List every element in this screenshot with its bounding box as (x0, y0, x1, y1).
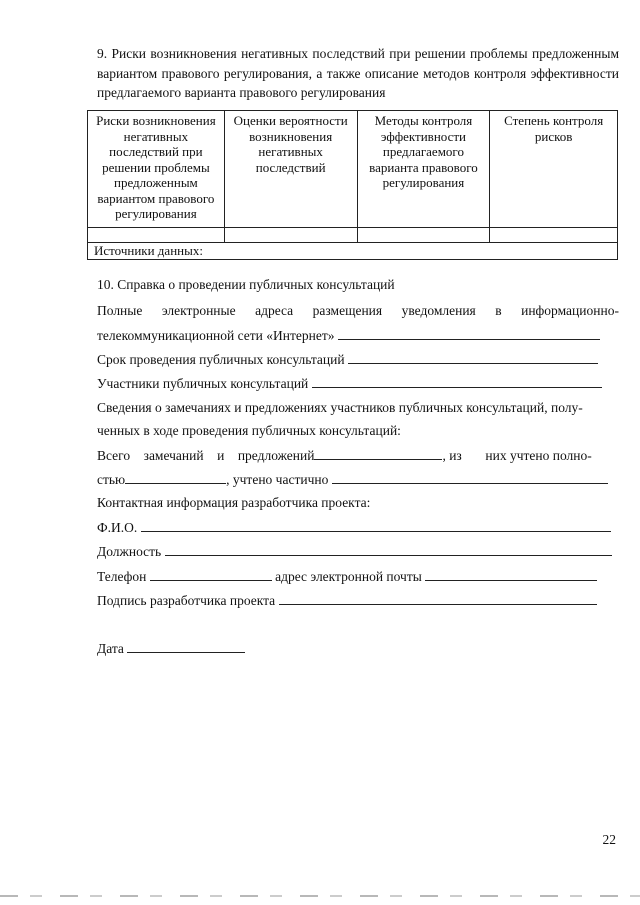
risk-table-header-control-degree: Степень контроля рисков (490, 111, 618, 228)
participants-line: Участники публичных консультаций (97, 373, 602, 393)
email-field[interactable] (425, 566, 597, 581)
addresses-field[interactable] (338, 325, 600, 340)
risk-table-header-methods: Методы контроля эффективности предлагаемого варианта правового регулирования (357, 111, 490, 228)
date-line: Дата (97, 638, 245, 658)
scan-artifact-divider (0, 895, 640, 897)
addresses-line-1: Полные электронные адреса размещения уведомления в информационно- (97, 303, 619, 318)
risk-table-header-probability: Оценки вероятности возникновения негативных последствий (224, 111, 357, 228)
participants-field[interactable] (312, 373, 602, 388)
partially-accounted-field[interactable] (332, 469, 608, 484)
remarks-line-1: Сведения о замечаниях и предложениях участников публичных консультаций, полу- (97, 400, 583, 415)
section-10-title: 10. Справка о проведении публичных консультаций (97, 277, 395, 292)
fio-field[interactable] (141, 517, 611, 532)
signature-line: Подпись разработчика проекта (97, 590, 597, 610)
risk-table (87, 110, 618, 260)
risk-table-cell[interactable] (224, 228, 357, 243)
risk-table-header-risks: Риски возникновения негативных последствий при решении проблемы предложенным вариантом правового регулирования (88, 111, 225, 228)
fio-line: Ф.И.О. (97, 517, 611, 537)
term-field[interactable] (348, 349, 598, 364)
fully-accounted-field[interactable] (125, 469, 226, 484)
position-line: Должность (97, 541, 612, 561)
phone-line: Телефон адрес электронной почты (97, 566, 597, 586)
page-number: 22 (602, 832, 616, 847)
remarks-line-2: ченных в ходе проведения публичных консультаций: (97, 423, 401, 438)
total-remarks-field[interactable] (314, 445, 442, 460)
sources-label: Источники данных: (94, 243, 203, 258)
signature-field[interactable] (279, 590, 597, 605)
date-field[interactable] (127, 638, 245, 653)
contact-title: Контактная информация разработчика проекта: (97, 495, 371, 510)
position-field[interactable] (165, 541, 612, 556)
accounted-line: стью , учтено частично (97, 469, 608, 489)
addresses-line-2: телекоммуникационной сети «Интернет» (97, 325, 600, 345)
total-line: Всего замечаний и предложений , из них учтено полно- (97, 445, 619, 465)
phone-field[interactable] (150, 566, 272, 581)
risk-table-cell[interactable] (357, 228, 490, 243)
term-line: Срок проведения публичных консультаций (97, 349, 598, 369)
risk-table-cell[interactable] (490, 228, 618, 243)
risk-table-cell[interactable] (88, 228, 225, 243)
risk-table-sources (88, 243, 618, 260)
section-9-heading: 9. Риски возникновения негативных последствий при решении проблемы предложенным вариантом правового регулирования, а также описание методов контроля эффективности предлагаемого варианта правового регулирования (97, 46, 619, 100)
